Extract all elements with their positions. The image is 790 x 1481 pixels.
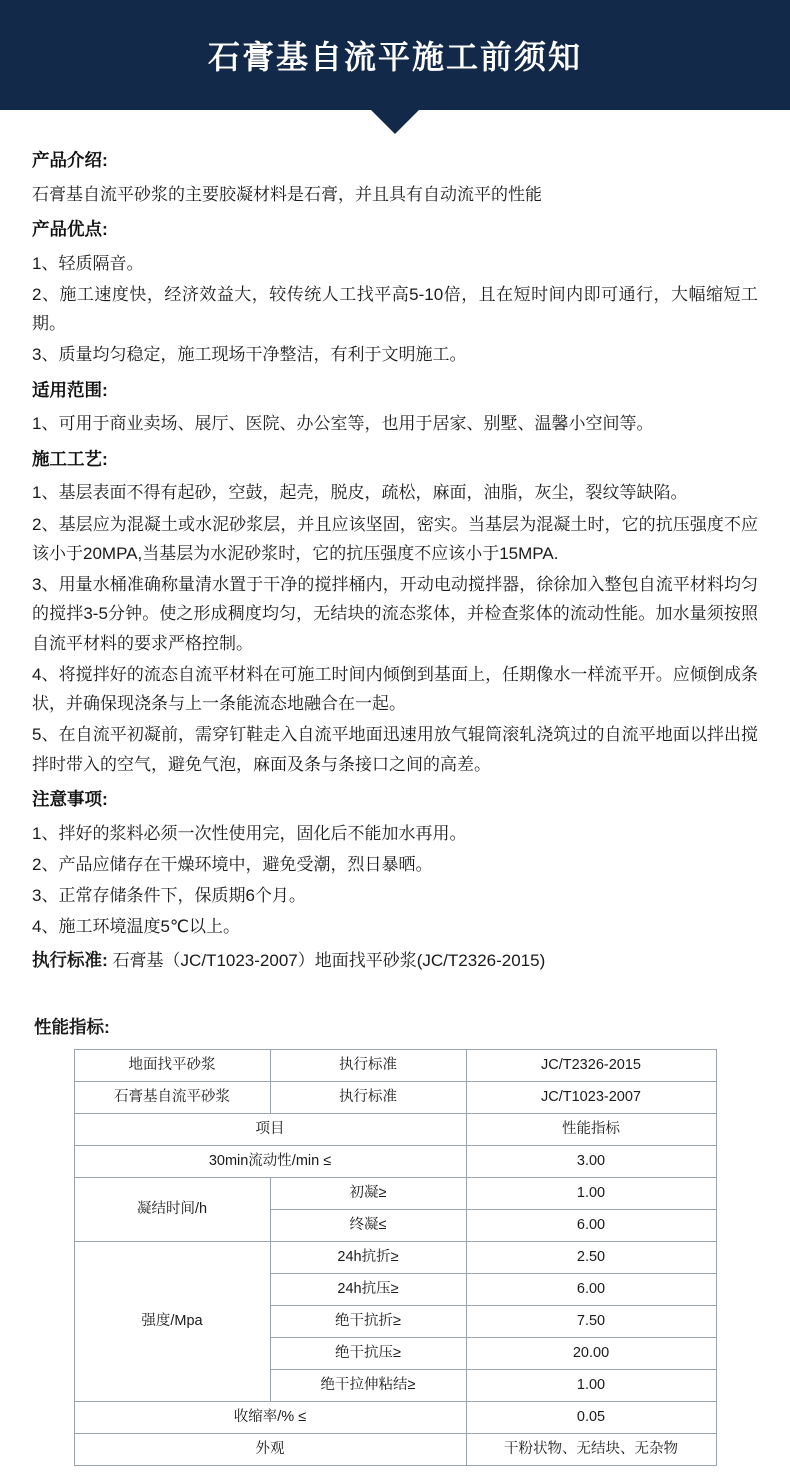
section-line: 1、可用于商业卖场、展厅、医院、办公室等，也用于居家、别墅、温馨小空间等。 <box>32 414 654 434</box>
table-cell: 1.00 <box>466 1369 716 1401</box>
section-heading-process: 施工工艺: <box>32 448 108 469</box>
section-line: 4、将搅拌好的流态自流平材料在可施工时间内倾倒到基面上，任期像水一样流平开。应倾倒成条状，并确保现浇条与上一条能流态地融合在一起。 <box>32 664 758 714</box>
section-heading-scope: 适用范围: <box>32 379 108 400</box>
section-line: 3、正常存储条件下，保质期6个月。 <box>32 885 306 905</box>
execution-standard-label: 执行标准: <box>32 950 108 971</box>
table-row <box>74 1049 716 1081</box>
execution-standard-value: 石膏基（JC/T1023-2007）地面找平砂浆(JC/T2326-2015) <box>112 951 546 971</box>
table-row <box>74 1145 716 1177</box>
table-cell: 地面找平砂浆 <box>74 1049 270 1081</box>
table-cell: 外观 <box>74 1433 466 1465</box>
table-cell: 30min流动性/min ≤ <box>74 1145 466 1177</box>
section-line: 2、基层应为混凝土或水泥砂浆层，并且应该坚固，密实。当基层为混凝土时，它的抗压强度不应该小于20MPA,当基层为水泥砂浆时，它的抗压强度不应该小于15MPA. <box>32 514 758 563</box>
table-cell: 项目 <box>74 1113 466 1145</box>
table-cell: 6.00 <box>466 1209 716 1241</box>
table-row <box>74 1241 716 1273</box>
section-heading-product-intro: 产品介绍: <box>32 150 108 170</box>
table-row <box>74 1401 716 1433</box>
section-line: 2、产品应储存在干燥环境中，避免受潮，烈日暴晒。 <box>32 854 433 874</box>
table-cell: 20.00 <box>466 1337 716 1369</box>
table-cell: 强度/Mpa <box>74 1241 270 1401</box>
section-heading-advantages: 产品优点: <box>32 218 108 239</box>
table-cell: 0.05 <box>466 1401 716 1433</box>
table-cell: 3.00 <box>466 1145 716 1177</box>
table-cell: JC/T2326-2015 <box>466 1049 716 1081</box>
section-spacer <box>32 976 758 1002</box>
section-line: 1、基层表面不得有起砂，空鼓，起壳，脱皮，疏松，麻面，油脂，灰尘，裂纹等缺陷。 <box>32 483 688 503</box>
table-row <box>74 1081 716 1113</box>
section-line: 3、质量均匀稳定，施工现场干净整洁，有利于文明施工。 <box>32 345 467 365</box>
table-cell: 凝结时间/h <box>74 1177 270 1241</box>
table-cell: 石膏基自流平砂浆 <box>74 1081 270 1113</box>
table-cell: 收缩率/% ≤ <box>74 1401 466 1433</box>
section-line: 4、施工环境温度5℃以上。 <box>32 917 241 937</box>
table-cell: 2.50 <box>466 1241 716 1273</box>
document-content <box>0 110 790 1466</box>
table-cell: 绝干抗压≥ <box>270 1337 466 1369</box>
table-row <box>74 1177 716 1209</box>
table-cell: 执行标准 <box>270 1081 466 1113</box>
section-heading-cautions: 注意事项: <box>32 788 108 809</box>
table-cell: 干粉状物、无结块、无杂物 <box>466 1433 716 1465</box>
table-cell: 绝干抗折≥ <box>270 1305 466 1337</box>
section-line: 石膏基自流平砂浆的主要胶凝材料是石膏，并且具有自动流平的性能 <box>32 184 542 204</box>
section-line: 1、拌好的浆料必须一次性使用完，固化后不能加水再用。 <box>32 823 467 843</box>
table-row <box>74 1433 716 1465</box>
page-title: 石膏基自流平施工前须知 <box>207 39 582 75</box>
execution-standard <box>32 945 758 975</box>
table-cell: 1.00 <box>466 1177 716 1209</box>
performance-title: 性能指标: <box>34 1016 110 1037</box>
table-cell: 绝干拉伸粘结≥ <box>270 1369 466 1401</box>
performance-table <box>74 1049 717 1466</box>
table-cell: 24h抗压≥ <box>270 1273 466 1305</box>
banner-notch-decoration <box>369 108 421 134</box>
table-row <box>74 1113 716 1145</box>
performance-table-body <box>74 1049 716 1465</box>
table-cell: 24h抗折≥ <box>270 1241 466 1273</box>
section-line: 2、施工速度快，经济效益大，较传统人工找平高5-10倍，且在短时间内即可通行，大幅缩短工期。 <box>32 284 758 334</box>
table-cell: 初凝≥ <box>270 1177 466 1209</box>
table-cell: 6.00 <box>466 1273 716 1305</box>
table-cell: 终凝≤ <box>270 1209 466 1241</box>
table-cell: 执行标准 <box>270 1049 466 1081</box>
section-line: 1、轻质隔音。 <box>32 253 144 273</box>
table-cell: 7.50 <box>466 1305 716 1337</box>
section-line: 5、在自流平初凝前，需穿钉鞋走入自流平地面迅速用放气辊筒滚轧浇筑过的自流平地面以拌出搅拌时带入的空气，避免气泡，麻面及条与条接口之间的高差。 <box>32 725 758 774</box>
table-cell: JC/T1023-2007 <box>466 1081 716 1113</box>
header-banner <box>0 0 790 110</box>
section-line: 3、用量水桶准确称量清水置于干净的搅拌桶内，开动电动搅拌器，徐徐加入整包自流平材料均匀的搅拌3-5分钟。使之形成稠度均匀，无结块的流态浆体，并检查浆体的流动性能。加水量须按照自流平材料的要求严格控制。 <box>32 575 758 653</box>
table-cell: 性能指标 <box>466 1113 716 1145</box>
